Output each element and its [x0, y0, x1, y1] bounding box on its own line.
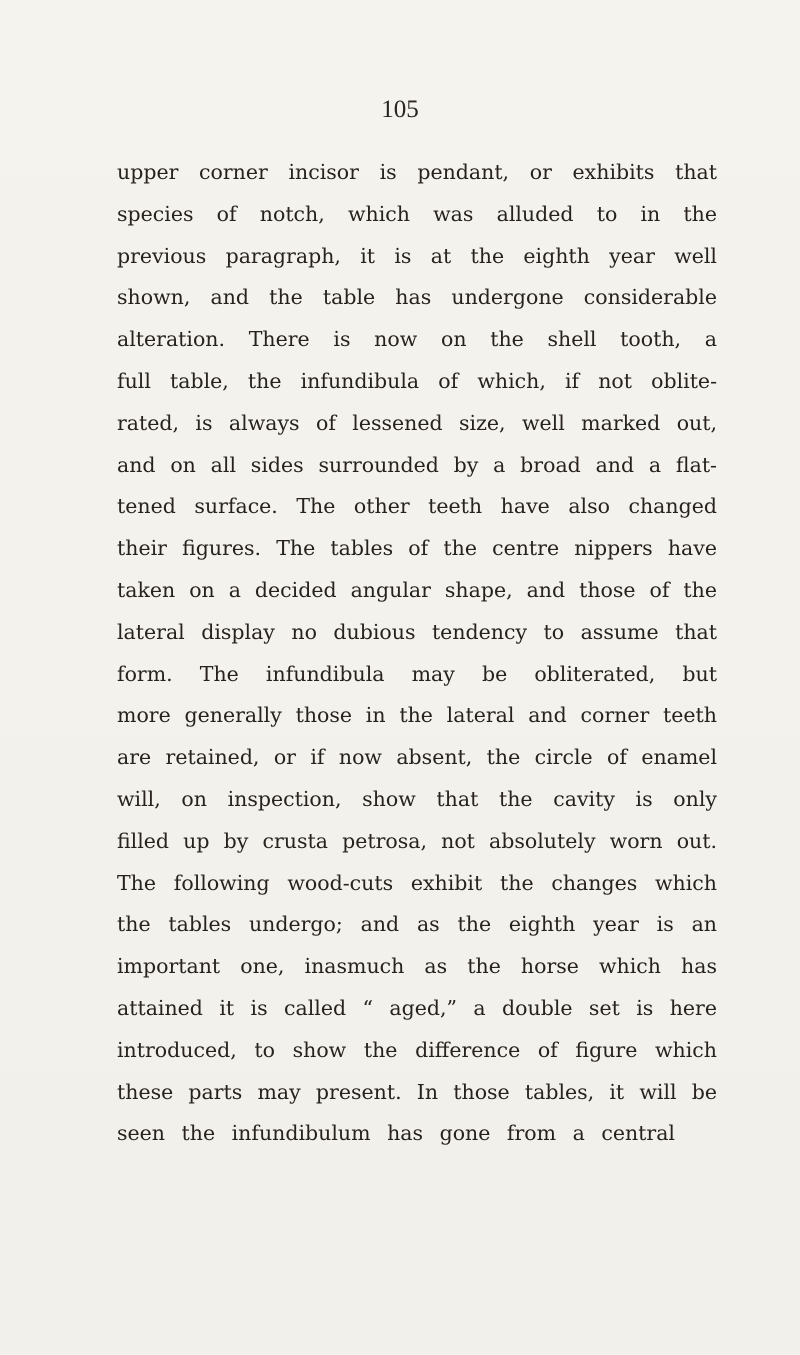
- text-line: and on all sides surrounded by a broad and a flat-: [117, 452, 717, 477]
- text-line: rated, is always of lessened size, well marked out,: [117, 410, 717, 435]
- text-line: full table, the infundibula of which, if not oblite-: [117, 368, 717, 393]
- text-line: shown, and the table has undergone considerable: [117, 285, 717, 310]
- text-line: the tables undergo; and as the eighth year is an: [117, 912, 717, 937]
- text-line: their figures. The tables of the centre nippers have: [117, 536, 717, 561]
- body-text: [117, 152, 717, 1155]
- text-line: are retained, or if now absent, the circle of enamel: [117, 745, 717, 770]
- text-line: previous paragraph, it is at the eighth year well: [117, 243, 717, 268]
- text-line: attained it is called “ aged,” a double set is here: [117, 995, 717, 1020]
- text-line: upper corner incisor is pendant, or exhibits that: [117, 160, 717, 184]
- text-line: seen the infundibulum has gone from a central: [117, 1121, 675, 1146]
- text-line: alteration. There is now on the shell tooth, a: [117, 327, 717, 352]
- page-number: 105: [381, 96, 419, 123]
- text-line: more generally those in the lateral and corner teeth: [117, 703, 717, 728]
- text-line: will, on inspection, show that the cavity is only: [117, 786, 717, 811]
- text-line: tened surface. The other teeth have also changed: [117, 494, 717, 519]
- text-line: these parts may present. In those tables, it will be: [117, 1079, 717, 1104]
- text-line: taken on a decided angular shape, and those of the: [117, 577, 717, 602]
- text-line: filled up by crusta petrosa, not absolutely worn out.: [117, 828, 717, 853]
- text-line: form. The infundibula may be obliterated, but: [117, 661, 717, 686]
- text-line: important one, inasmuch as the horse which has: [117, 954, 717, 979]
- text-line: The following wood-cuts exhibit the changes which: [117, 870, 717, 895]
- text-line: lateral display no dubious tendency to assume that: [117, 619, 717, 644]
- text-line: species of notch, which was alluded to in the: [117, 201, 717, 226]
- text-line: introduced, to show the difference of figure which: [117, 1037, 717, 1062]
